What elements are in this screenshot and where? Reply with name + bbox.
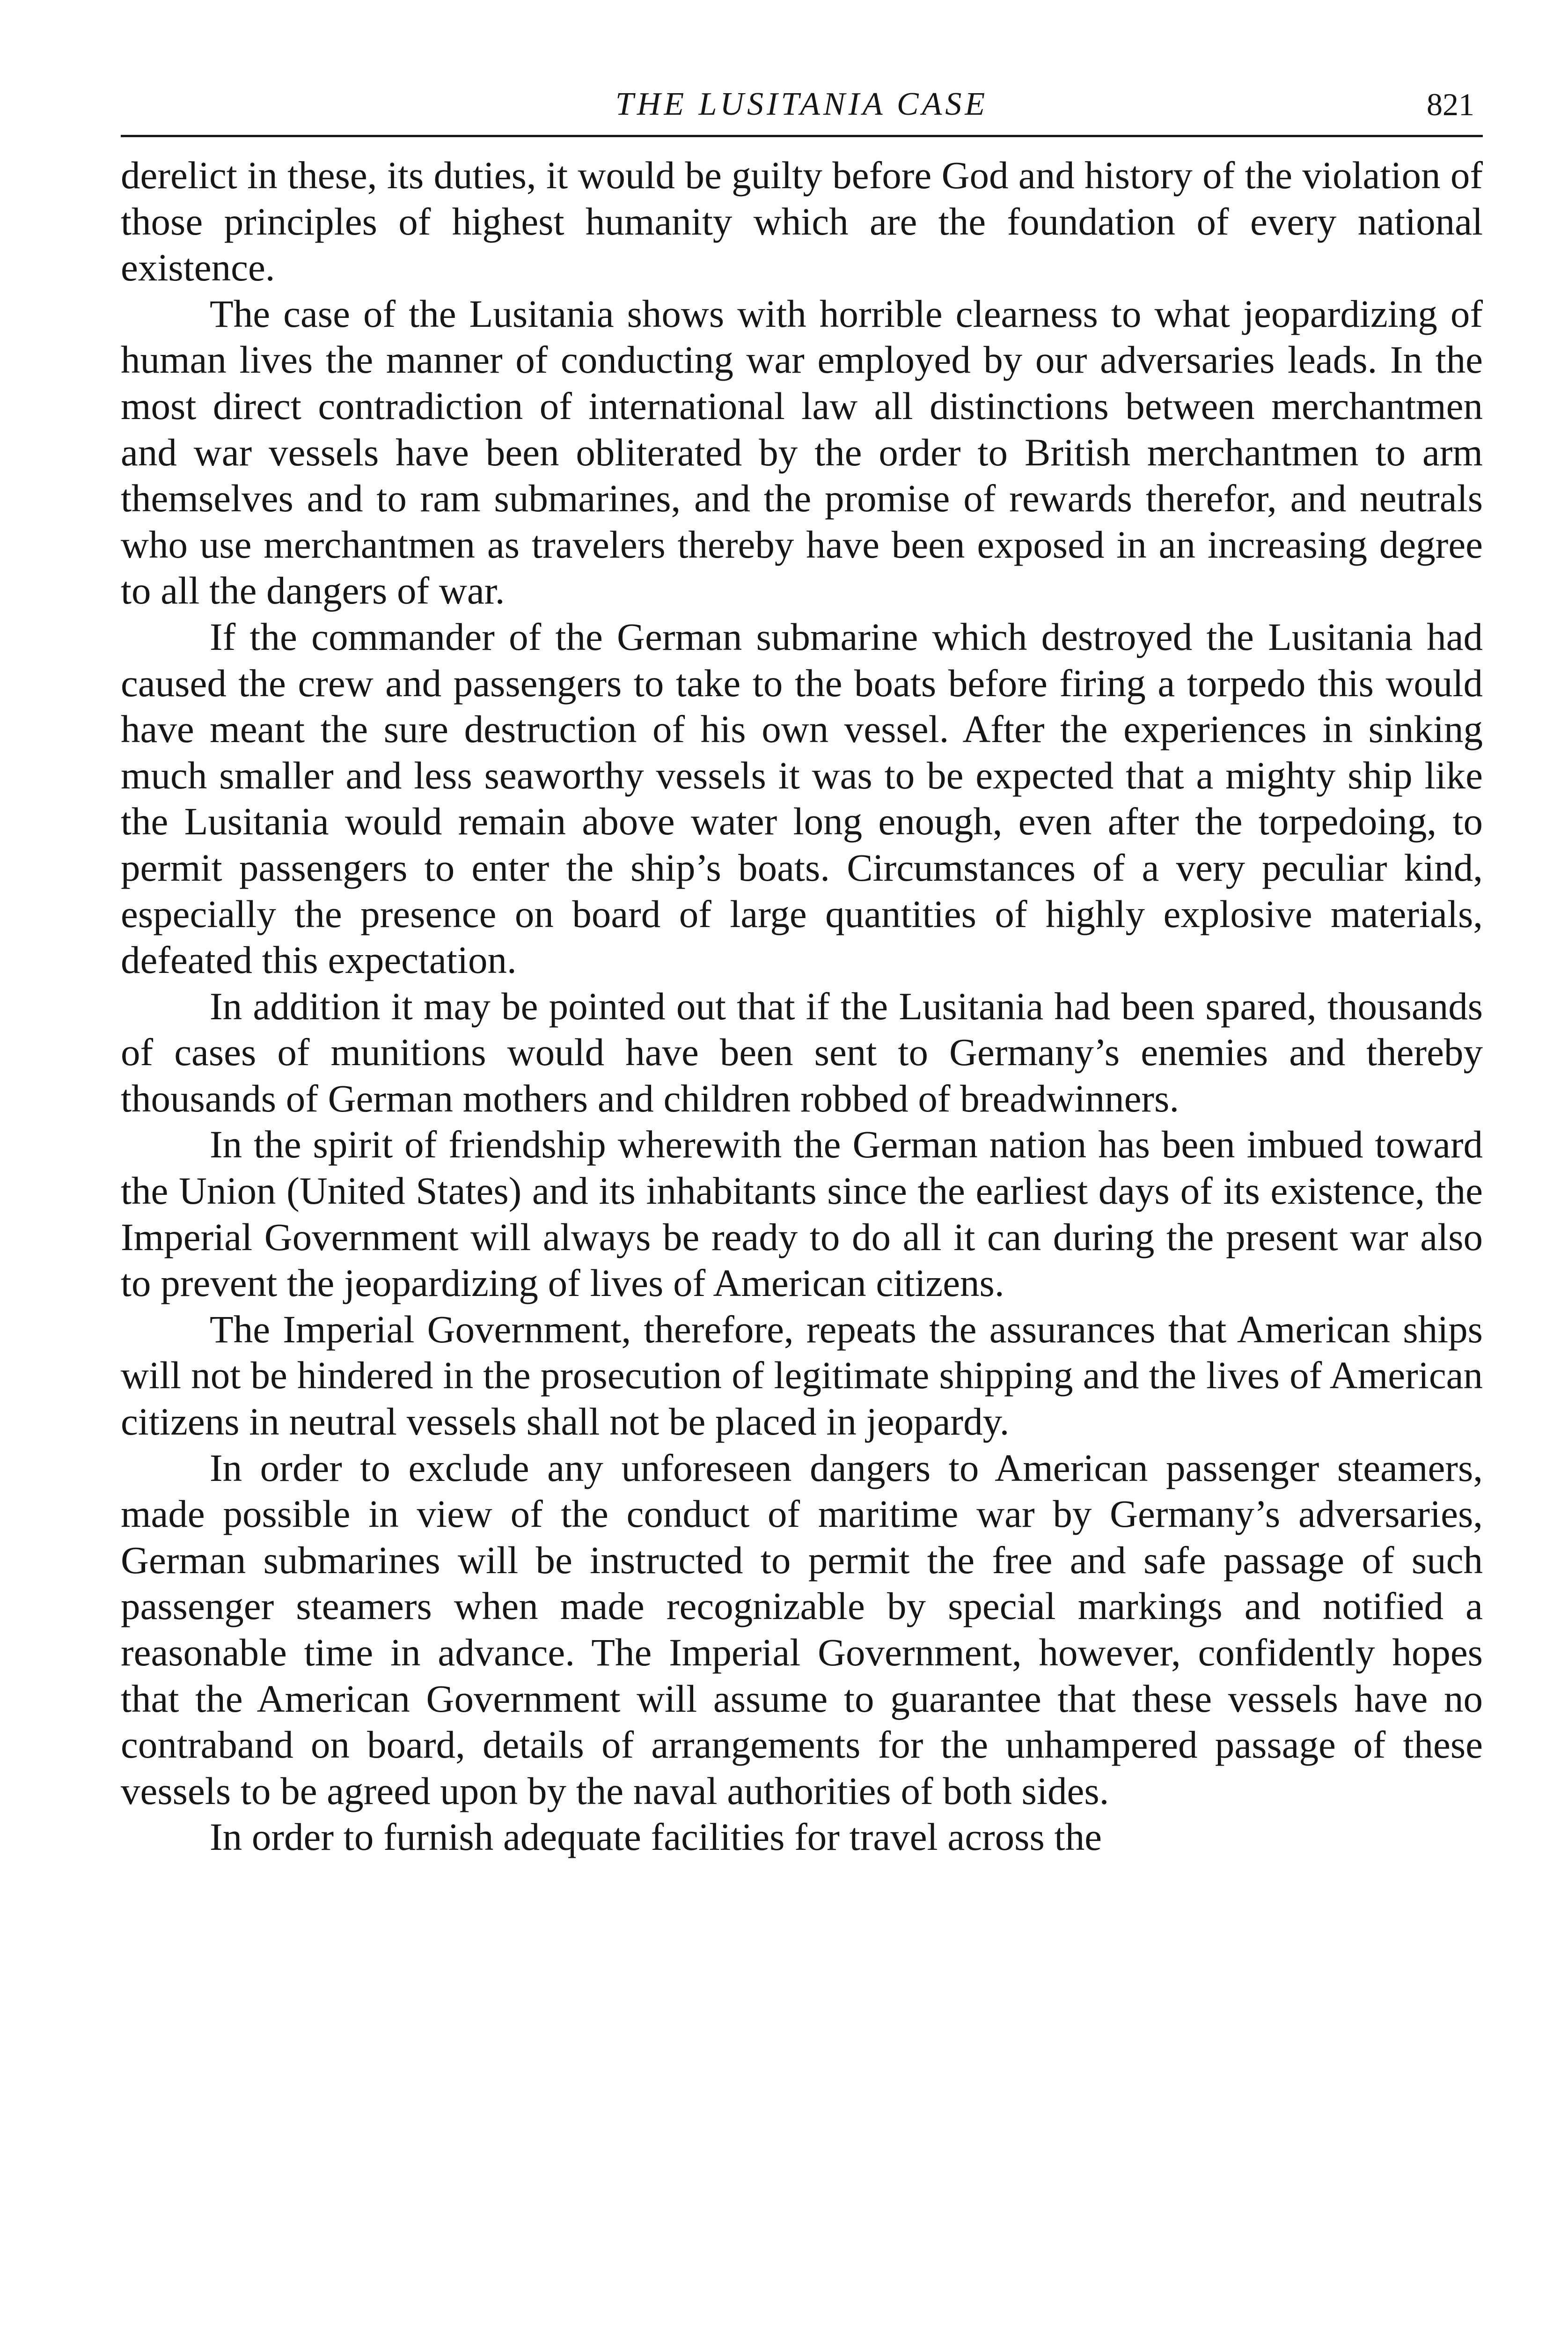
page-header xyxy=(121,79,1483,130)
paragraph-8: In order to furnish adequate facilities for travel across the xyxy=(210,1815,1102,1859)
header-rule xyxy=(121,135,1483,137)
paragraph-3: If the commander of the German submarine which destroyed the Lusitania had caused the crew and passengers to take to the boats before firing a torpedo this would have meant the sure destruction of his own vessel. After the experiences in sinking much smaller and less seaworthy vessels it was to be expected that a mighty ship like the Lusitania would remain above water long enough, even after the torpedoing, to permit passengers to enter the ship’s boats. Circumstances of a very peculiar kind, especially the presence on board of large quantities of highly explosive materials, defeated this expectation. xyxy=(121,615,1483,982)
paragraph-7: In order to exclude any unforeseen dangers to American passenger steamers, made possible in view of the conduct of maritime war by Germany’s adversaries, German submarines will be instructed to permit the free and safe passage of such passenger steamers when made recognizable by special markings and notified a reasonable time in advance. The Imperial Government, however, confidently hopes that the American Government will assume to guarantee that these vessels have no contraband on board, details of arrangements for the unhampered passage of these vessels to be agreed upon by the naval authorities of both sides. xyxy=(121,1446,1483,1812)
paragraph-4: In addition it may be pointed out that if the Lusitania had been spared, thousands of cases of munitions would have been sent to Germany’s enemies and thereby thousands of German mothers and children robbed of breadwinners. xyxy=(121,984,1483,1120)
body-text xyxy=(121,152,1483,1860)
paragraph-2: The case of the Lusitania shows with horrible clearness to what jeopardizing of human lives the manner of conducting war employed by our adversaries leads. In the most direct contradiction of international law all distinctions between merchantmen and war vessels have been obliterated by the order to British merchantmen to arm themselves and to ram submarines, and the promise of rewards therefor, and neutrals who use merchantmen as travelers thereby have been exposed in an increasing degree to all the dangers of war. xyxy=(121,292,1483,612)
running-title: THE LUSITANIA CASE xyxy=(615,86,989,122)
paragraph-1: derelict in these, its duties, it would be guilty before God and history of the violation of those principles of highest humanity which are the foundation of every national existence. xyxy=(121,154,1483,289)
paragraph-5: In the spirit of friendship wherewith the German nation has been imbued toward the Union (United States) and its inhabitants since the earliest days of its existence, the Imperial Government will always be ready to do all it can during the present war also to prevent the jeopardizing of lives of American citizens. xyxy=(121,1123,1483,1305)
page-number: 821 xyxy=(1427,87,1474,122)
paragraph-6: The Imperial Government, therefore, repeats the assurances that American ships will not be hindered in the prosecution of legitimate shipping and the lives of American citizens in neutral vessels shall not be placed in jeopardy. xyxy=(121,1307,1483,1443)
